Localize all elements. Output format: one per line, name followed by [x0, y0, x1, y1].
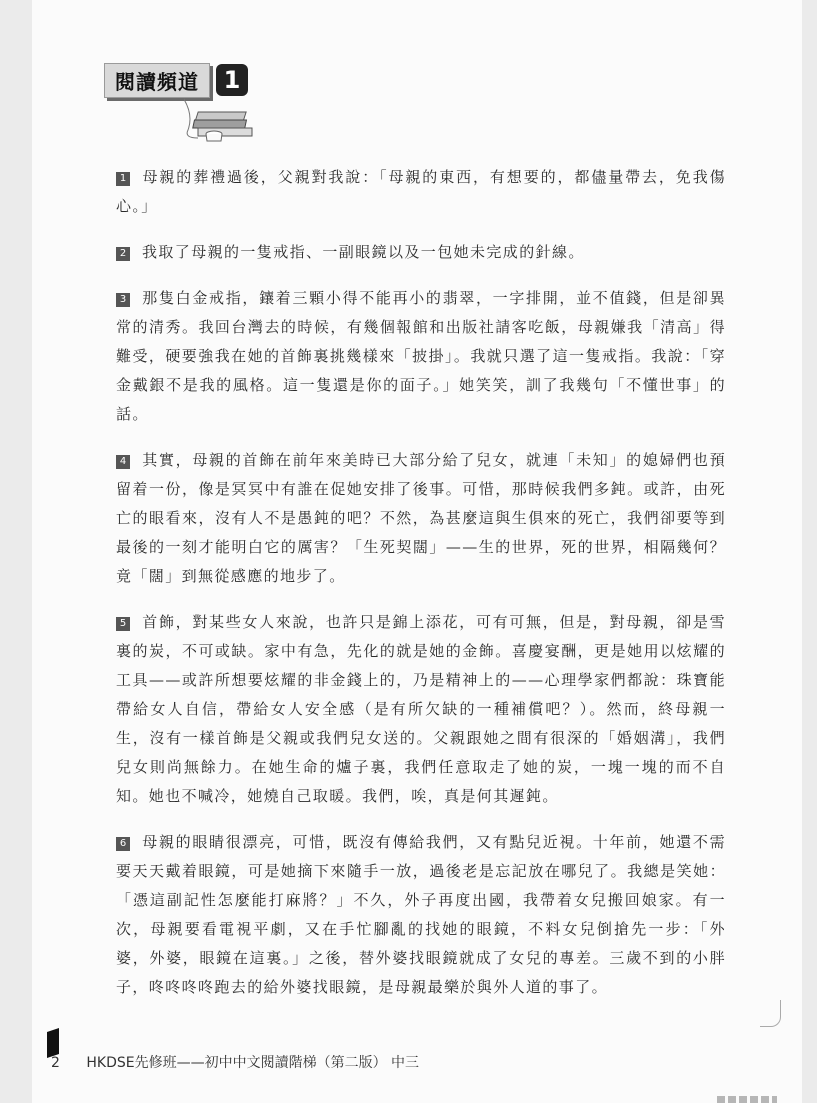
paragraph-6 — [116, 828, 726, 1002]
paragraph-5 — [116, 608, 726, 811]
page-number: 2 — [51, 1055, 60, 1071]
paragraph-2 — [116, 238, 726, 267]
paragraph-text: 其實，母親的首飾在前年來美時已大部分給了兒女，就連「未知」的媳婦們也預留着一份，像是冥冥中有誰在促她安排了後事。可惜，那時候我們多鈍。或許，由死亡的眼看來，沒有人不是愚鈍的吧？不然，為甚麼這與生俱來的死亡，我們卻要等到最後的一刻才能明白它的厲害？「生死契闊」——生的世界，死的世界，相隔幾何？竟「闊」到無從感應的地步了。 — [116, 451, 726, 585]
books-and-cup-icon — [184, 94, 264, 142]
section-header — [104, 64, 284, 144]
paragraph-number: 6 — [116, 837, 130, 851]
paragraph-number: 2 — [116, 247, 130, 261]
paragraph-text: 首飾，對某些女人來說，也許只是錦上添花，可有可無，但是，對母親，卻是雪裏的炭，不可或缺。家中有急，先化的就是她的金飾。喜慶宴酬，更是她用以炫耀的工具——或許所想要炫耀的非金錢上的，乃是精神上的——心理學家們都說：珠寶能帶給女人自信，帶給女人安全感（是有所欠缺的一種補償吧？）。然而，終母親一生，沒有一樣首飾是父親或我們兒女送的。父親跟她之間有很深的「婚姻溝」，我們兒女則尚無餘力。在她生命的爐子裏，我們任意取走了她的炭，一塊一塊的而不自知。她也不喊冷，她燒自己取暖。我們，唉，真是何其遲鈍。 — [116, 613, 726, 805]
article-body — [116, 163, 726, 1019]
paragraph-number: 3 — [116, 293, 130, 307]
paragraph-number: 4 — [116, 455, 130, 469]
paragraph-number: 5 — [116, 617, 130, 631]
section-number: 1 — [216, 64, 248, 96]
paragraph-text: 那隻白金戒指，鑲着三顆小得不能再小的翡翠，一字排開，並不值錢，但是卻異常的清秀。我回台灣去的時候，有幾個報館和出版社請客吃飯，母親嫌我「清高」得難受，硬要強我在她的首飾裏挑幾樣來「披掛」。我就只選了這一隻戒指。我說：「穿金戴銀不是我的風格。這一隻還是你的面子。」她笑笑，訓了我幾句「不懂世事」的話。 — [116, 289, 726, 423]
paragraph-number: 1 — [116, 172, 130, 186]
next-page-fragment — [717, 1096, 777, 1103]
page-footer — [51, 1052, 419, 1072]
paragraph-3 — [116, 284, 726, 429]
paragraph-1 — [116, 163, 726, 221]
paragraph-text: 母親的眼睛很漂亮，可惜，既沒有傳給我們，又有點兒近視。十年前，她還不需要天天戴着眼鏡，可是她摘下來隨手一放，過後老是忘記放在哪兒了。我總是笑她：「憑這副記性怎麼能打麻將？」不久，外子再度出國，我帶着女兒搬回娘家。有一次，母親要看電視平劇，又在手忙腳亂的找她的眼鏡，不料女兒倒搶先一步：「外婆，外婆，眼鏡在這裏。」之後，替外婆找眼鏡就成了女兒的專差。三歲不到的小胖子，咚咚咚咚跑去的給外婆找眼鏡，是母親最樂於與外人道的事了。 — [116, 833, 726, 996]
page — [32, 0, 802, 1103]
paragraph-text: 母親的葬禮過後，父親對我說：「母親的東西，有想要的，都儘量帶去，免我傷心。」 — [116, 168, 726, 215]
paragraph-text: 我取了母親的一隻戒指、一副眼鏡以及一包她未完成的針線。 — [142, 243, 585, 261]
book-title: HKDSE先修班——初中中文閱讀階梯（第二版） 中三 — [86, 1055, 420, 1071]
corner-crop-mark — [760, 1000, 781, 1027]
paragraph-4 — [116, 446, 726, 591]
section-title: 閱讀頻道 — [104, 63, 210, 98]
